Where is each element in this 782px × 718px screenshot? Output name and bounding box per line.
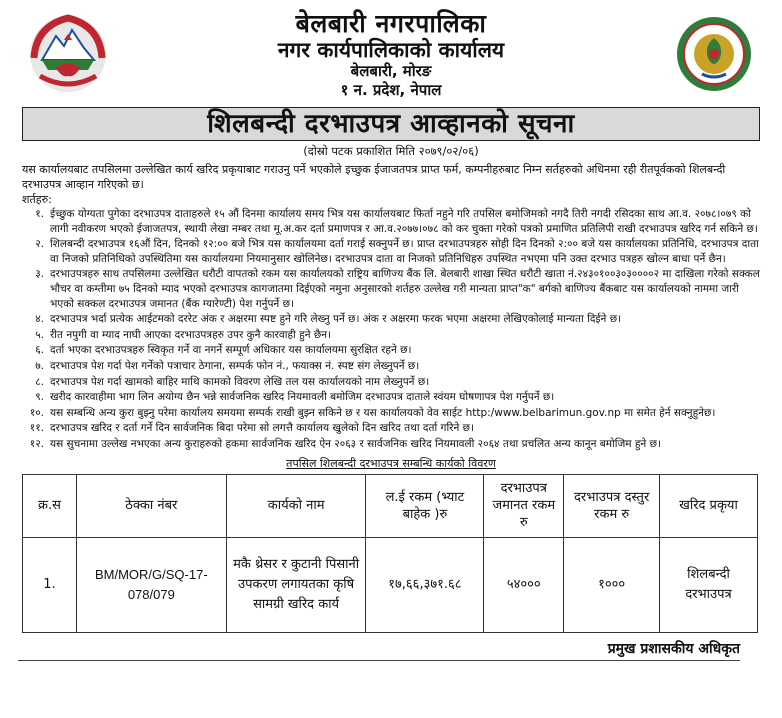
condition-number: ५. (35, 328, 44, 341)
condition-text: यस सुचनामा उल्लेख नभएका अन्य कुराहरुको हकमा सार्वजनिक खरिद ऐन २०६३ र सार्वजनिक खरिद नियमावली २०६४ तथा प्रचलित अन्य कानून बमोजिम हुने छ। (50, 437, 661, 450)
condition-number: ७. (35, 359, 44, 372)
condition-text: रीत नपुगी वा म्याद नाघी आएका दरभाउपत्रहरु उपर कुनै कारवाही हुने छैन। (50, 328, 332, 341)
condition-item (22, 375, 760, 390)
office-province: १ न. प्रदेश, नेपाल (340, 81, 442, 99)
cell-serial: 1. (23, 537, 77, 632)
header-procurement-method: खरिद प्रकृया (660, 474, 758, 537)
municipality-name: बेलबारी नगरपालिका (295, 9, 487, 38)
cell-bid-security: ५४००० (484, 537, 564, 632)
condition-item (22, 421, 760, 436)
signatory-title: प्रमुख प्रशासकीय अधिकृत (18, 639, 740, 661)
work-details-table (22, 474, 758, 633)
cell-work-name: मकै थ्रेसर र कुटानी पिसानी उपकरण लगायतका कृषि सामग्री खरिद कार्य (226, 537, 366, 632)
conditions-list (22, 207, 760, 452)
office-address: बेलबारी, मोरङ (350, 62, 432, 80)
condition-number: ६. (35, 344, 44, 357)
condition-text: दरभाउपत्र पेश गर्दा पेश गर्नेको पत्राचार ठेगाना, सम्पर्क फोन नं., फयाक्स नं. स्पष्ट संग लेख्नुपर्ने छ। (50, 359, 420, 372)
condition-text: दरभाउपत्र खरिद र दर्ता गर्ने दिन सार्वजनिक बिदा परेमा सो लगत्तै कार्यालय खुलेको दिन खरिद तथा दर्ता गरिने छ। (50, 422, 474, 435)
condition-item (22, 343, 760, 358)
cell-contract-number: BM/MOR/G/SQ-17-078/079 (76, 537, 226, 632)
notice-title: शिलबन्दी दरभाउपत्र आव्हानको सूचना (22, 107, 760, 141)
table-caption: तपसिल शिलबन्दी दरभाउपत्र सम्बन्धि कार्यको विवरण (286, 456, 496, 470)
cell-procurement-method: शिलबन्दी दरभाउपत्र (660, 537, 758, 632)
header-serial: क्र.स (23, 474, 77, 537)
cell-cost-estimate: १७,६६,३७१.६८ (366, 537, 484, 632)
conditions-label: शर्तहरु: (22, 193, 52, 206)
header-contract-number: ठेक्का नंबर (76, 474, 226, 537)
condition-text: शिलबन्दी दरभाउपत्र १६औं दिन, दिनको १२:०० बजे भित्र यस कार्यालयमा दर्ता गराई सक्नुपर्ने छ। प्राप्त दरभाउपत्रहरु सोही दिन दिनको २:०० बजे यस कार्यालयका प्रतिनिधि, दरभाउपत्र दाता वा निजको प्रतिनिधिको उपस्थितिमा यस कार्यालयमा नियमानुसार खोलिनेछ। दरभाउपत्र दाता वा निजको प्रतिनिधिहरु उपस्थित नभएमा पनि उक्त दरभाउ पत्रहरु खोल्न बाधा पर्ने छैन। (50, 238, 759, 265)
condition-number: ४. (35, 313, 44, 326)
condition-text: दरभाउपत्र पेश गर्दा खामको बाहिर माथि कामको विवरण लेखि तल यस कार्यालयको नाम लेख्नुपर्ने छ। (50, 375, 430, 388)
table-header-row (23, 474, 758, 537)
condition-number: ९. (35, 391, 44, 404)
header-cost-estimate: ल.ई रकम (भ्याट बाहेक )रु (366, 474, 484, 537)
condition-number: १०. (29, 406, 44, 419)
municipality-logo-icon (674, 14, 754, 94)
condition-item (22, 437, 760, 452)
cell-bid-fee: १००० (564, 537, 660, 632)
office-name: नगर कार्यपालिकाको कार्यालय (277, 38, 505, 62)
condition-text: खरीद कारवाहीमा भाग लिन अयोग्य छैन भन्ने सार्वजनिक खरिद नियमावली बमोजिम दरभाउपत्र दाताले स्वंयम घोषणापत्र पेश गर्नुपर्ने छ। (50, 391, 555, 404)
condition-item (22, 237, 760, 266)
table-row (23, 537, 758, 632)
condition-item (22, 207, 760, 236)
condition-number: १२. (29, 437, 44, 450)
condition-item (22, 406, 760, 421)
condition-item (22, 267, 760, 311)
intro-paragraph: यस कार्यालयबाट तपसिलमा उल्लेखित कार्य खरिद प्रकृयाबाट गराउनु पर्ने भएकोले इच्छुक ईजाजतपत्र प्राप्त फर्म, कम्पनीहरुबाट निम्न सर्तहरुको अधिनमा रही रीतपूर्वकको शिलबन्दी दरभाउपत्र आव्हान गरिएको छ। (22, 163, 726, 191)
office-header (18, 10, 764, 100)
condition-text-website[interactable]: यस सम्बन्धि अन्य कुरा बुझ्नु परेमा कार्यालय समयमा सम्पर्क राखी बुझ्न सकिने छ र यस कार्यालयको वेव साईट http:/www.belbarimun.gov.np मा समेत हेर्न सक्नुहुनेछ। (50, 406, 716, 419)
header-work-name: कार्यको नाम (226, 474, 366, 537)
header-bid-fee: दरभाउपत्र दस्तुर रकम रु (564, 474, 660, 537)
condition-text: दरभाउपत्रहरु साथ तपसिलमा उल्लेखित धरौटी वापतको रकम यस कार्यालयको राष्ट्रिय बाणिज्य बैंक लि. बेलबारी शाखा स्थित धरौटी खाता नं.२४३०१००३०३००००२ मा दाखिला गरेको सक्कल भौचर वा कम्तीमा ७५ दिनको म्याद भएको दरभाउपत्र कागजातमा दिईएको नमुना अनुसारको शर्तहरु उल्लेख गरी मान्यता प्राप्त"क" बर्गको बाणिज्य बैंकबाट यस कार्यालयको नाममा जारी भएको सक्कल दरभाउपत्र जमानत (बैंक ग्यारेण्टी) पेश गर्नुपर्ने छ। (50, 268, 760, 310)
condition-item (22, 390, 760, 405)
condition-number: ३. (35, 268, 44, 281)
condition-number: ८. (35, 375, 44, 388)
condition-item (22, 359, 760, 374)
header (18, 0, 764, 104)
condition-text: दरभाउपत्र भर्दा प्रत्येक आईटमको दररेट अंक र अक्षरमा स्पष्ट हुने गरि लेख्नु पर्ने छ। अंक र अक्षरमा फरक भएमा अक्षरमा लेखिएकोलाई मान्यता दिईने छ। (50, 313, 622, 326)
condition-text: ईच्छुक योग्यता पुगेका दरभाउपत्र दाताहरुले १५ औं दिनमा कार्यालय समय भित्र यस कार्यालयबाट फिर्ता नहुने गरि तपसिल बमोजिमको नगदै तिरी नगदी रसिदका साथ आ.व. २०७८।०७९ को लागी नवीकरण भएको ईजाजतपत्र, स्थायी लेखा नम्बर तथा मू.अ.कर दर्ता प्रमाणपत्र र आ.व.२०७७।०७८ को कर चुक्ता गरेको पत्रको प्रमाणित प्रतिलिपी राखी दरभाउपत्र खरिद गर्न सकिने छ। (50, 208, 758, 235)
condition-number: २. (35, 238, 44, 251)
condition-item (22, 312, 760, 327)
condition-number: ११. (29, 422, 44, 435)
condition-item (22, 328, 760, 343)
publication-note: (दोस्रो पटक प्रकाशित मिति २०७९/०२/०६) (303, 144, 479, 158)
header-bid-security: दरभाउपत्र जमानत रकम रु (484, 474, 564, 537)
condition-text: दर्ता भएका दरभाउपत्रहरु स्विकृत गर्ने वा नगर्ने सम्पूर्ण अधिकार यस कार्यालयमा सुरक्षित रहने छ। (50, 344, 412, 357)
condition-number: १. (35, 208, 44, 220)
